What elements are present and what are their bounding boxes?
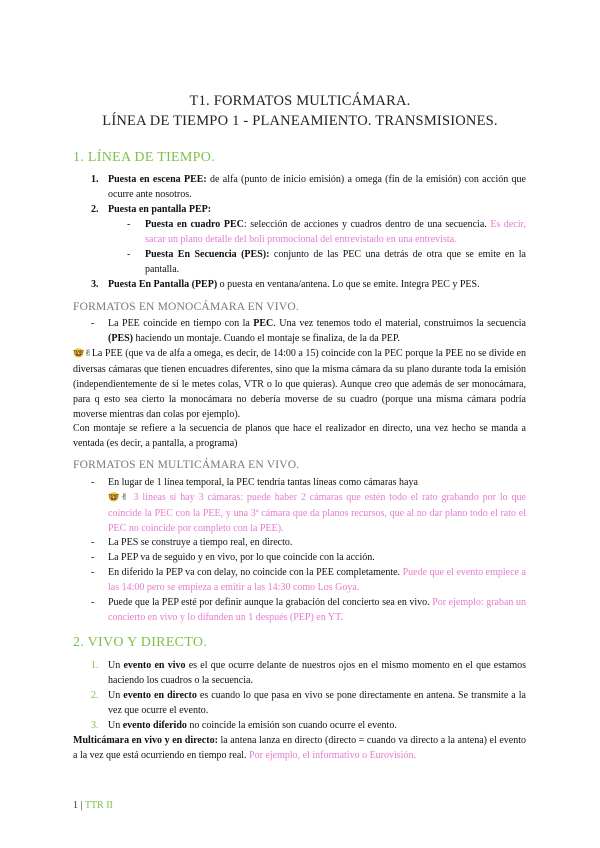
page-number: 1 |	[73, 800, 85, 811]
multi-bullet-4-text: En diferido la PEP va con delay, no coincide con la PEE completamente.	[108, 567, 403, 578]
multi-bullet-1	[108, 475, 526, 536]
list-number: 2.	[91, 690, 99, 701]
multi-bullet-2: La PES se construye a tiempo real, en directo.	[108, 537, 293, 548]
list-number: 1.	[91, 660, 99, 671]
mono-paragraph-2: Con montaje se refiere a la secuencia de planos que hace el realizador en directo, una vez hecho se manda a ventada (es decir, a pantalla, a programa)	[73, 423, 526, 449]
mono-paragraph-1	[73, 346, 526, 422]
document-title-line-2: LÍNEA DE TIEMPO 1 - PLANEAMIENTO. TRANSMISIONES.	[102, 113, 498, 129]
section-heading-multicamara: FORMATOS EN MULTICÁMARA EN VIVO.	[73, 459, 300, 471]
mono-bullet-1-text-b: . Una vez tenemos todo el material, construimos la secuencia	[273, 318, 526, 329]
term-pec: Puesta en cuadro PEC	[145, 219, 244, 230]
sub-item-pes	[145, 247, 526, 277]
multi-bullet-4	[108, 565, 526, 595]
paragraph-example: Por ejemplo, el informativo o Eurovisión.	[249, 750, 416, 761]
list-item-text: Un	[108, 660, 124, 671]
list-item-text: Un	[108, 720, 123, 731]
definition-pes: conjunto de las PEC una detrás de otra que se emite en la pantalla.	[145, 249, 526, 275]
bullet-dash: -	[91, 318, 95, 329]
list-item-text: es cuando lo que pasa en vivo se pone directamente en antena. Se transmite a la vez que ocurre el evento.	[108, 690, 526, 716]
list-item-evento-en-directo	[108, 688, 526, 718]
nerd-victory-emoji-icon: 🤓✌	[73, 349, 92, 359]
term-pes: Puesta En Secuencia (PES):	[145, 249, 270, 260]
multi-bullet-1-example: 3 líneas si hay 3 cámaras: puede haber 2 cámaras que estén todo el rato grabando por lo que coincide la PEC con la PEE, y una 3ª cámara que da planos recursos, que al no dar plano todo el rato el PEC no coincide por completo con la PEE).	[108, 492, 526, 534]
example-pec: Es decir, sacar un plano detalle del boli promocional del entrevistado en una entrevista.	[145, 219, 526, 245]
term-evento-en-vivo: evento en vivo	[123, 660, 186, 671]
multi-bullet-1-text: En lugar de 1 línea temporal, la PEC tendría tantas líneas como cámaras haya	[108, 477, 418, 488]
section-heading-linea-de-tiempo: 1. LÍNEA DE TIEMPO.	[73, 150, 215, 165]
multi-bullet-5-text: Puede que la PEP esté por definir aunque la grabación del concierto sea en vivo.	[108, 597, 433, 608]
document-title-line-1: T1. FORMATOS MULTICÁMARA.	[189, 93, 411, 109]
multi-bullet-3: La PEP va de seguido y en vivo, por lo que coincide con la acción.	[108, 552, 375, 563]
term-multicamara-vivo-directo: Multicámara en vivo y en directo:	[73, 735, 218, 746]
term-evento-en-directo: evento en directo	[123, 690, 197, 701]
mono-paragraph-1-text: La PEE (que va de alfa a omega, es decir, de 14:00 a 15) coincide con la PEC porque la PEE no se divide en diversas cámaras que tienen encuadres diferentes, sino que la misma cámara da su plano durante toda la emisión (independientemente de si le metes colas, VTR o lo que quieras). Aunque creo que además de ser monocámara, para q esto sea cierto la monocámara no debería moverse de su cuadro (porque una misma cámara podría moverse mientras dan colas por ejemplo).	[73, 348, 526, 420]
bullet-dash: -	[91, 537, 95, 548]
list-item-pep	[108, 202, 526, 217]
bullet-dash: -	[91, 597, 95, 608]
list-number: 3.	[91, 720, 99, 731]
term-pep: Puesta en pantalla PEP:	[108, 204, 212, 215]
term-pee: Puesta en escena PEE:	[108, 174, 207, 185]
term-puesta-en-pantalla: Puesta En Pantalla (PEP)	[108, 279, 218, 290]
list-item-evento-en-vivo	[108, 658, 526, 688]
mono-bullet-1-text-c: haciendo un montaje. Cuando el montaje se finaliza, de la da PEP.	[133, 333, 400, 344]
term-pes: (PES)	[108, 333, 133, 344]
bullet-dash: -	[127, 249, 131, 260]
multi-bullet-4-example: Puede que el evento empiece a las 14:00 pero se empieza a emitir a las 14:30 como Los Goya.	[108, 567, 526, 593]
multi-bullet-5-example: Por ejemplo: graban un concierto en vivo y lo difunden un 1 después (PEP) en YT.	[108, 597, 526, 623]
list-item-text: no coincide la emisión son cuando ocurre el evento.	[186, 720, 397, 731]
paragraph-multicamara-vivo-directo	[73, 733, 526, 763]
list-item-pee	[108, 172, 526, 202]
list-number: 1.	[91, 174, 99, 185]
multi-bullet-5	[108, 595, 526, 625]
bullet-dash: -	[127, 219, 131, 230]
list-item-pep-antena	[108, 277, 526, 292]
term-pec: PEC	[253, 318, 274, 329]
definition-puesta-en-pantalla: o puesta en ventana/antena. Lo que se emite. Integra PEC y PES.	[217, 279, 480, 290]
mono-bullet-1-text-a: La PEE coincide en tiempo con la	[108, 318, 254, 329]
definition-pec: : selección de acciones y cuadros dentro de una secuencia.	[243, 219, 491, 230]
bullet-dash: -	[91, 477, 95, 488]
nerd-victory-emoji-icon: 🤓✌	[108, 493, 130, 503]
sub-item-pec	[145, 217, 526, 247]
section-heading-vivo-y-directo: 2. VIVO Y DIRECTO.	[73, 635, 208, 650]
term-evento-diferido: evento diferido	[122, 720, 187, 731]
mono-bullet-1	[108, 316, 526, 346]
list-item-text: Un	[108, 690, 124, 701]
list-number: 3.	[91, 279, 99, 290]
section-heading-monocamara: FORMATOS EN MONOCÁMARA EN VIVO.	[73, 301, 299, 313]
list-item-text: es el que ocurre delante de nuestros ojos en el mismo momento en el que estamos haciendo los cuadros o la secuencia.	[108, 660, 526, 686]
definition-pee: de alfa (punto de inicio emisión) a omega (fin de la emisión) con acción que ocurre ante nosotros.	[108, 174, 526, 200]
list-number: 2.	[91, 204, 99, 215]
course-label: TTR II	[84, 800, 113, 811]
bullet-dash: -	[91, 552, 95, 563]
bullet-dash: -	[91, 567, 95, 578]
list-item-evento-diferido	[108, 718, 526, 733]
paragraph-text: la antena lanza en directo (directo = cuando va directo a la antena) el evento a la vez que está ocurriendo en tiempo real.	[73, 735, 526, 761]
page-footer	[73, 800, 113, 811]
